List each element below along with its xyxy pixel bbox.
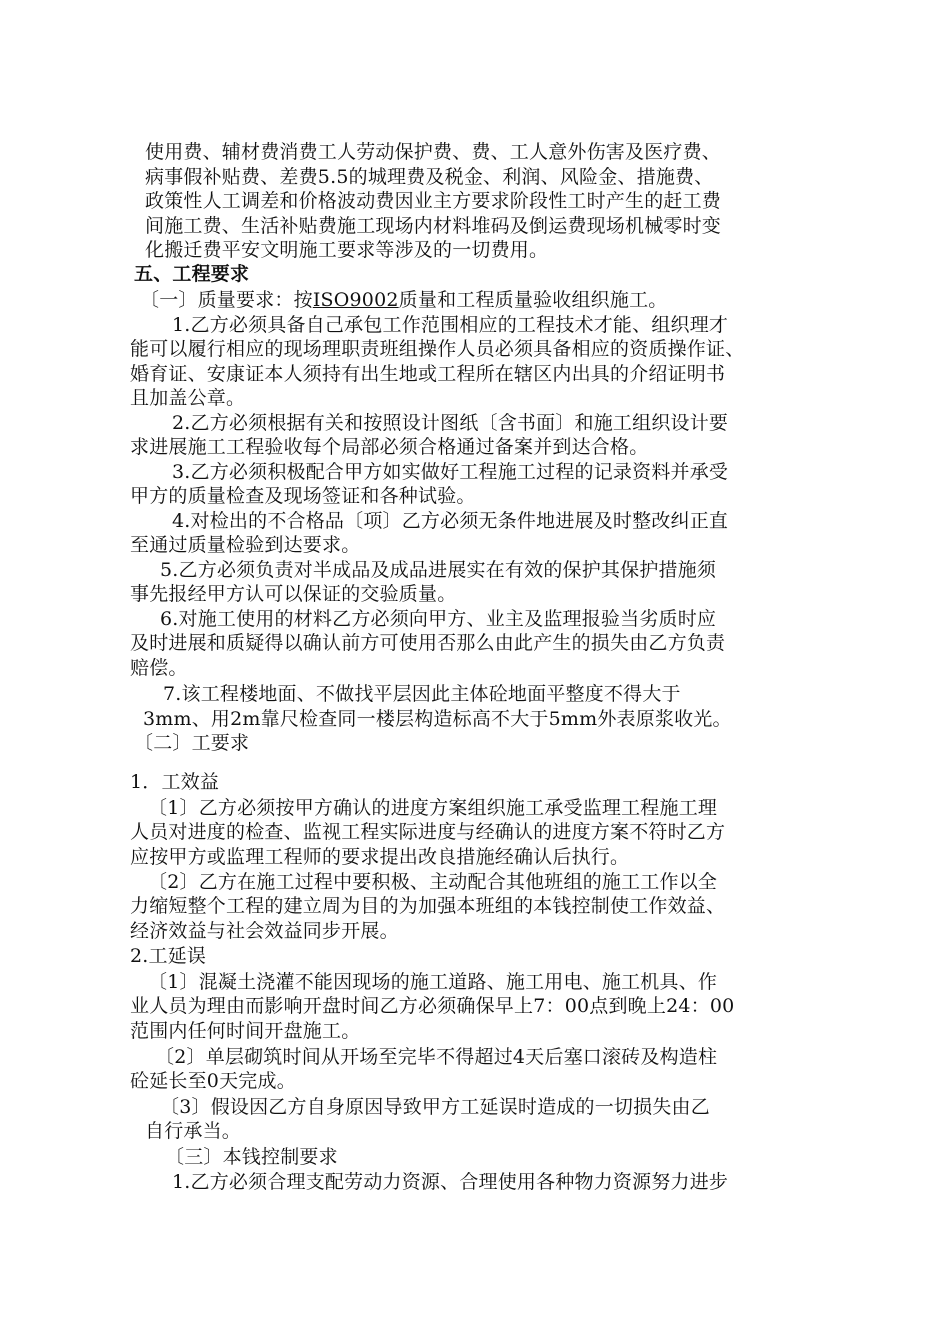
text-line: 政策性人工调差和价格波动费因业主方要求阶段性工时产生的赶工费 [145, 190, 722, 212]
text-line: 6.对施工使用的材料乙方必须向甲方、业主及监理报验当劣质时应 [160, 608, 717, 630]
text-line: 〔2〕单层砌筑时间从开场至完毕不得超过4天后塞口滚砖及构造柱 [155, 1046, 718, 1068]
text-line: 4.对检出的不合格品〔项〕乙方必须无条件地进展及时整改纠正直 [172, 510, 729, 532]
text-line: 砼延长至0天完成。 [130, 1070, 296, 1092]
text-line: 2.乙方必须根据有关和按照设计图纸〔含书面〕和施工组织设计要 [172, 412, 729, 434]
text-line: 间施工费、生活补贴费施工现场内材料堆码及倒运费现场机械零时变 [145, 215, 722, 237]
text-line: 1.乙方必须具备自己承包工作范围相应的工程技术才能、组织理才 [172, 314, 729, 336]
text-line: 自行承当。 [145, 1120, 242, 1142]
standard-code: ISO9002 [312, 289, 399, 311]
subsection-heading: 〔二〕工要求 [134, 732, 250, 754]
text-line: 经济效益与社会效益同步开展。 [130, 920, 399, 942]
text-line: 婚育证、安康证本人须持有出生地或工程所在辖区内出具的介绍证明书 [130, 363, 726, 385]
text-line: 3.乙方必须积极配合甲方如实做好工程施工过程的记录资料并承受 [172, 461, 729, 483]
text-line: 事先报经甲方认可以保证的交验质量。 [130, 583, 457, 605]
text-line: 1.乙方必须合理支配劳动力资源、合理使用各种物力资源努力进步 [172, 1171, 729, 1193]
text-line: 〔2〕乙方在施工过程中要积极、主动配合其他班组的施工工作以全 [148, 871, 718, 893]
subsection-heading: 〔三〕本钱控制要求 [165, 1146, 338, 1168]
text-line: 病事假补贴费、差费5.5的城理费及税金、利润、风险金、措施费、 [145, 166, 714, 188]
text-line: 甲方的质量检查及现场签证和各种试验。 [130, 485, 476, 507]
text-line: 〔1〕乙方必须按甲方确认的进度方案组织施工承受监理工程施工理 [148, 797, 718, 819]
text-line: 且加盖公章。 [130, 387, 246, 409]
text-line: 至通过质量检验到达要求。 [130, 534, 361, 556]
text-line: 赔偿。 [130, 657, 188, 679]
text-line: 人员对进度的检查、监视工程实际进度与经确认的进度方案不符时乙方 [130, 821, 726, 843]
section-heading: 五、工程要求 [134, 263, 250, 285]
text-line: 使用费、辅材费消费工人劳动保护费、费、工人意外伤害及医疗费、 [145, 141, 722, 163]
text-line: 及时进展和质疑得以确认前方可使用否那么由此产生的损失由乙方负责 [130, 632, 726, 654]
text-line: 业人员为理由而影响开盘时间乙方必须确保早上7：00点到晚上24：00 [130, 995, 735, 1017]
text-line: 力缩短整个工程的建立周为目的为加强本班组的本钱控制使工作效益、 [130, 895, 726, 917]
text-line: 5.乙方必须负责对半成品及成品进展实在有效的保护其保护措施须 [160, 559, 717, 581]
subsection-heading [140, 288, 667, 312]
text-line: 能可以履行相应的现场理职责班组操作人员必须具备相应的资质操作证、 [130, 338, 745, 360]
text-line: 〔1〕混凝土浇灌不能因现场的施工道路、施工用电、施工机具、作 [148, 971, 718, 993]
text-fragment: 〔一〕质量要求：按 [140, 289, 313, 311]
text-line: 2.工延误 [130, 945, 207, 967]
text-line: 3mm、用2m靠尺检查同一楼层构造标高不大于5mm外表原浆收光。 [143, 708, 732, 730]
text-line: 求进展施工工程验收每个局部必须合格通过备案并到达合格。 [130, 436, 649, 458]
text-fragment: 质量和工程质量验收组织施工。 [398, 289, 668, 311]
text-line: 7.该工程楼地面、不做找平层因此主体砼地面平整度不得大于 [163, 683, 681, 705]
text-line: 范围内任何时间开盘施工。 [130, 1020, 361, 1042]
text-line: 应按甲方或监理工程师的要求提出改良措施经确认后执行。 [130, 846, 630, 868]
text-line: 化搬迁费平安文明施工要求等涉及的一切费用。 [145, 239, 549, 261]
text-line: 1．工效益 [130, 771, 220, 793]
text-line: 〔3〕假设因乙方自身原因导致甲方工延误时造成的一切损失由乙 [160, 1096, 710, 1118]
